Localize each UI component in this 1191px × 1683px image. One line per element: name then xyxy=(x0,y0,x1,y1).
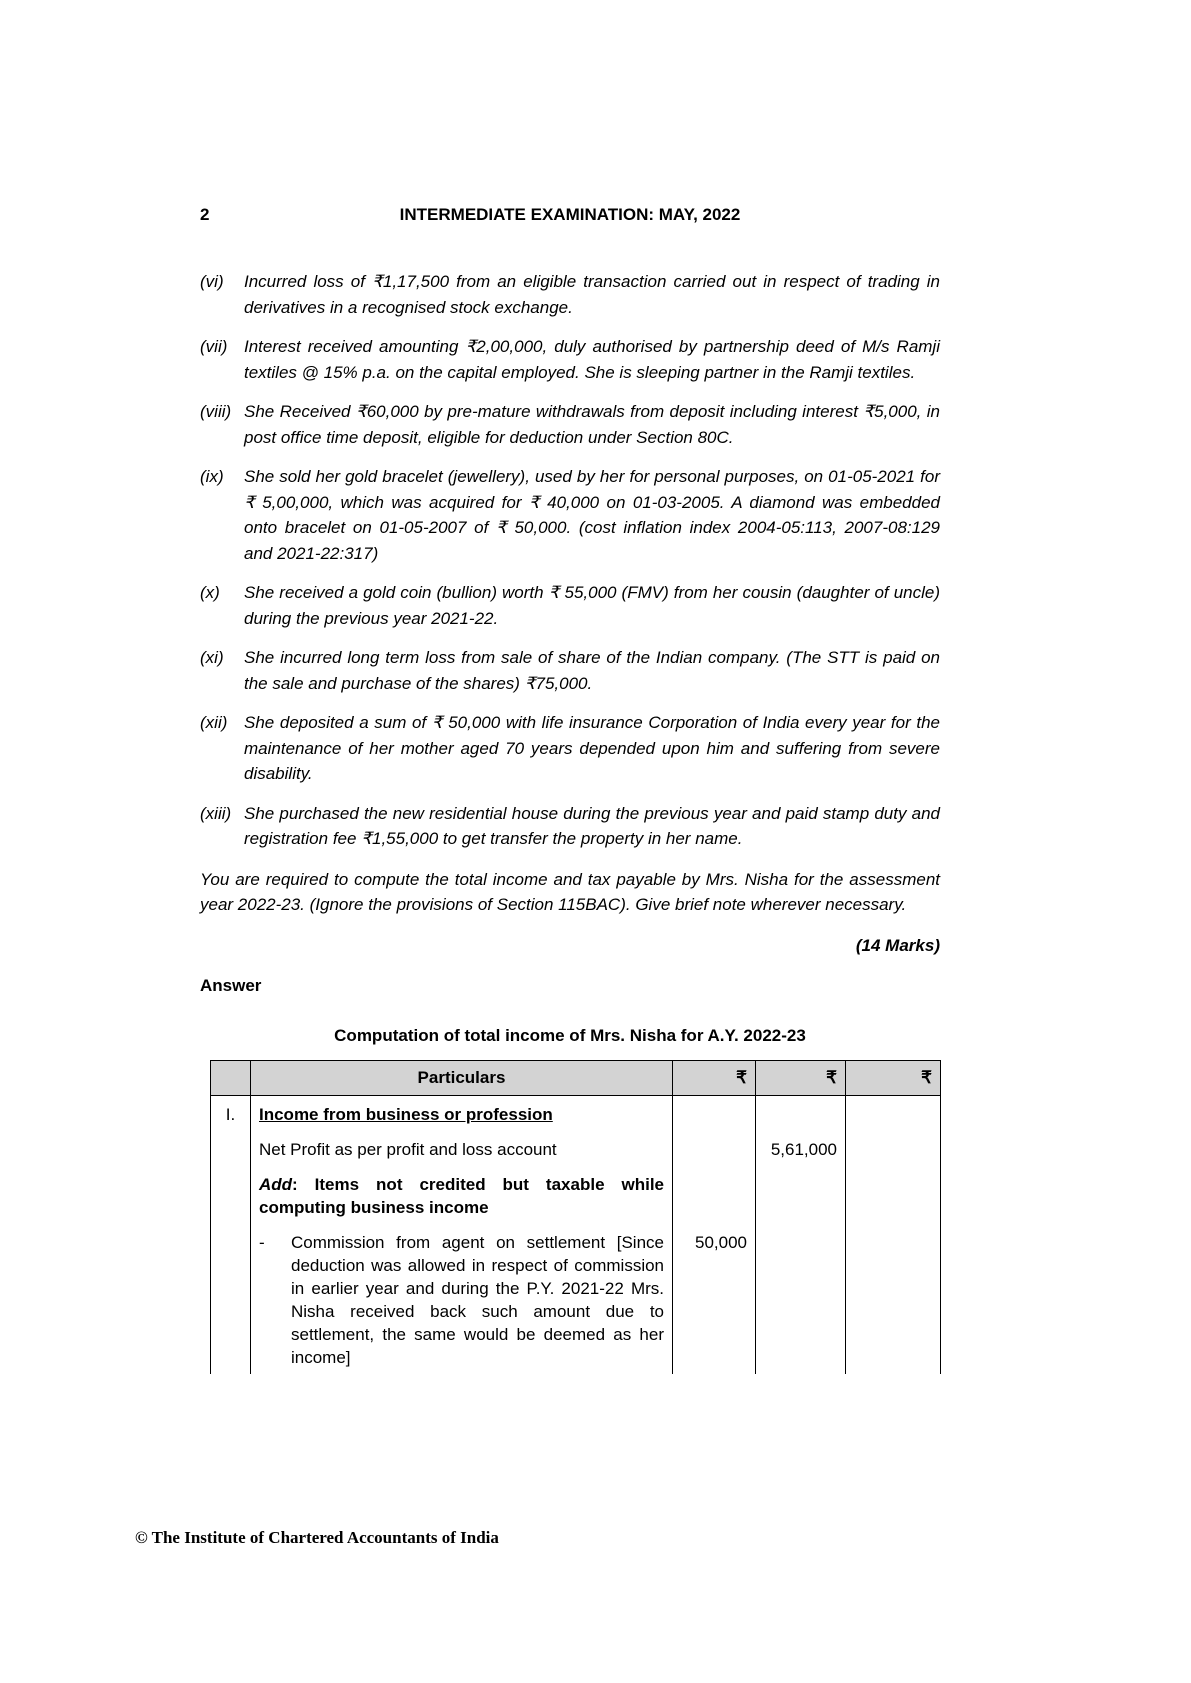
dash-bullet: - xyxy=(259,1233,265,1253)
question-item-xiii xyxy=(200,801,940,852)
particulars-cell xyxy=(251,1166,673,1224)
item-label: (viii) xyxy=(200,402,232,421)
question-item-ix xyxy=(200,464,940,566)
item-text: She received a gold coin (bullion) worth ₹ 55,000 (FMV) from her cousin (daughter of uncle) during the previous year 2021-22. xyxy=(244,583,940,628)
particulars-cell: Net Profit as per profit and loss account xyxy=(251,1131,673,1166)
item-text: She Received ₹60,000 by pre-mature withdrawals from deposit including interest ₹5,000, in post office time deposit, eligible for deduction under Section 80C. xyxy=(244,402,940,447)
item-label: (xii) xyxy=(200,713,228,732)
computation-table xyxy=(210,1060,941,1374)
amount-cell-1: 50,000 xyxy=(673,1224,756,1374)
answer-label: Answer xyxy=(200,975,262,995)
question-item-vi xyxy=(200,269,940,320)
question-item-xi xyxy=(200,645,940,696)
question-list xyxy=(200,269,940,852)
table-body xyxy=(211,1096,941,1374)
particulars-cell xyxy=(251,1224,673,1374)
table-title: Computation of total income of Mrs. Nisha for A.Y. 2022-23 xyxy=(334,1025,806,1045)
row-number-cell: I. xyxy=(211,1096,251,1131)
amount-cell-2: 5,61,000 xyxy=(756,1131,846,1166)
row-number-cell xyxy=(211,1224,251,1374)
page-header xyxy=(200,205,940,225)
amount-cell-1 xyxy=(673,1166,756,1224)
amount-cell-1 xyxy=(673,1131,756,1166)
question-item-vii xyxy=(200,334,940,385)
item-label: (xiii) xyxy=(200,803,232,823)
page-number: 2 xyxy=(200,205,210,224)
add-text: : Items not credited but taxable while computing business income xyxy=(259,1175,664,1218)
amount-cell-3 xyxy=(846,1096,941,1131)
amount-cell-2 xyxy=(756,1166,846,1224)
particulars-cell xyxy=(251,1096,673,1131)
marks-label: (14 Marks) xyxy=(855,935,940,955)
table-header-row xyxy=(211,1060,941,1096)
question-item-viii xyxy=(200,399,940,450)
amount-cell-3 xyxy=(846,1166,941,1224)
copyright-footer: © The Institute of Chartered Accountants of India xyxy=(135,1528,499,1547)
table-row xyxy=(211,1096,941,1131)
amount-cell-1 xyxy=(673,1096,756,1131)
question-item-x xyxy=(200,580,940,631)
item-text: Interest received amounting ₹2,00,000, duly authorised by partnership deed of M/s Ramji textiles @ 15% p.a. on the capital employed. She is sleeping partner in the Ramji textiles. xyxy=(244,337,940,382)
table-row xyxy=(211,1131,941,1166)
header-cell-rupee-2: ₹ xyxy=(756,1060,846,1096)
header-cell-particulars: Particulars xyxy=(251,1060,673,1096)
section-heading: Income from business or profession xyxy=(259,1105,553,1125)
item-text: She incurred long term loss from sale of share of the Indian company. (The STT is paid on the sale and purchase of the shares) ₹75,000. xyxy=(244,648,940,693)
table-row xyxy=(211,1224,941,1374)
amount-cell-3 xyxy=(846,1224,941,1374)
item-label: (xi) xyxy=(200,648,224,667)
header-cell-rupee-3: ₹ xyxy=(846,1060,941,1096)
amount-cell-3 xyxy=(846,1131,941,1166)
add-label: Add xyxy=(259,1175,293,1195)
row-number-cell xyxy=(211,1131,251,1166)
item-label: (x) xyxy=(200,583,220,602)
question-item-xii xyxy=(200,710,940,787)
line-item-text: Commission from agent on settlement [Since deduction was allowed in respect of commission in earlier year and during the P.Y. 2021-22 Mrs. Nisha received back such amount due to settlement, the same would be deemed as her income] xyxy=(291,1233,664,1367)
row-number-cell xyxy=(211,1166,251,1224)
item-text: She purchased the new residential house during the previous year and paid stamp duty and registration fee ₹1,55,000 to get transfer the property in her name. xyxy=(244,803,940,848)
header-cell-no xyxy=(211,1060,251,1096)
item-label: (vi) xyxy=(200,272,224,291)
item-label: (vii) xyxy=(200,337,228,356)
header-cell-rupee-1: ₹ xyxy=(673,1060,756,1096)
item-text: Incurred loss of ₹1,17,500 from an eligible transaction carried out in respect of trading in derivatives in a recognised stock exchange. xyxy=(244,272,940,317)
amount-cell-2 xyxy=(756,1096,846,1131)
amount-cell-2 xyxy=(756,1224,846,1374)
table-header xyxy=(211,1060,941,1096)
item-label: (ix) xyxy=(200,467,224,486)
table-row xyxy=(211,1166,941,1224)
item-text: She deposited a sum of ₹ 50,000 with life insurance Corporation of India every year for the maintenance of her mother aged 70 years depended upon him and suffering from severe disability. xyxy=(244,713,940,783)
question-closing: You are required to compute the total income and tax payable by Mrs. Nisha for the assessment year 2022-23. (Ignore the provisions of Section 115BAC). Give brief note wherever necessary. xyxy=(200,869,940,914)
item-text: She sold her gold bracelet (jewellery), used by her for personal purposes, on 01-05-2021 for ₹ 5,00,000, which was acquired for ₹ 40,000 on 01-03-2005. A diamond was embedded onto bracelet on 01-05-2007 of ₹ 50,000. (cost inflation index 2004-05:113, 2007-08:129 and 2021-22:317) xyxy=(244,467,940,563)
header-title: INTERMEDIATE EXAMINATION: MAY, 2022 xyxy=(399,205,741,224)
